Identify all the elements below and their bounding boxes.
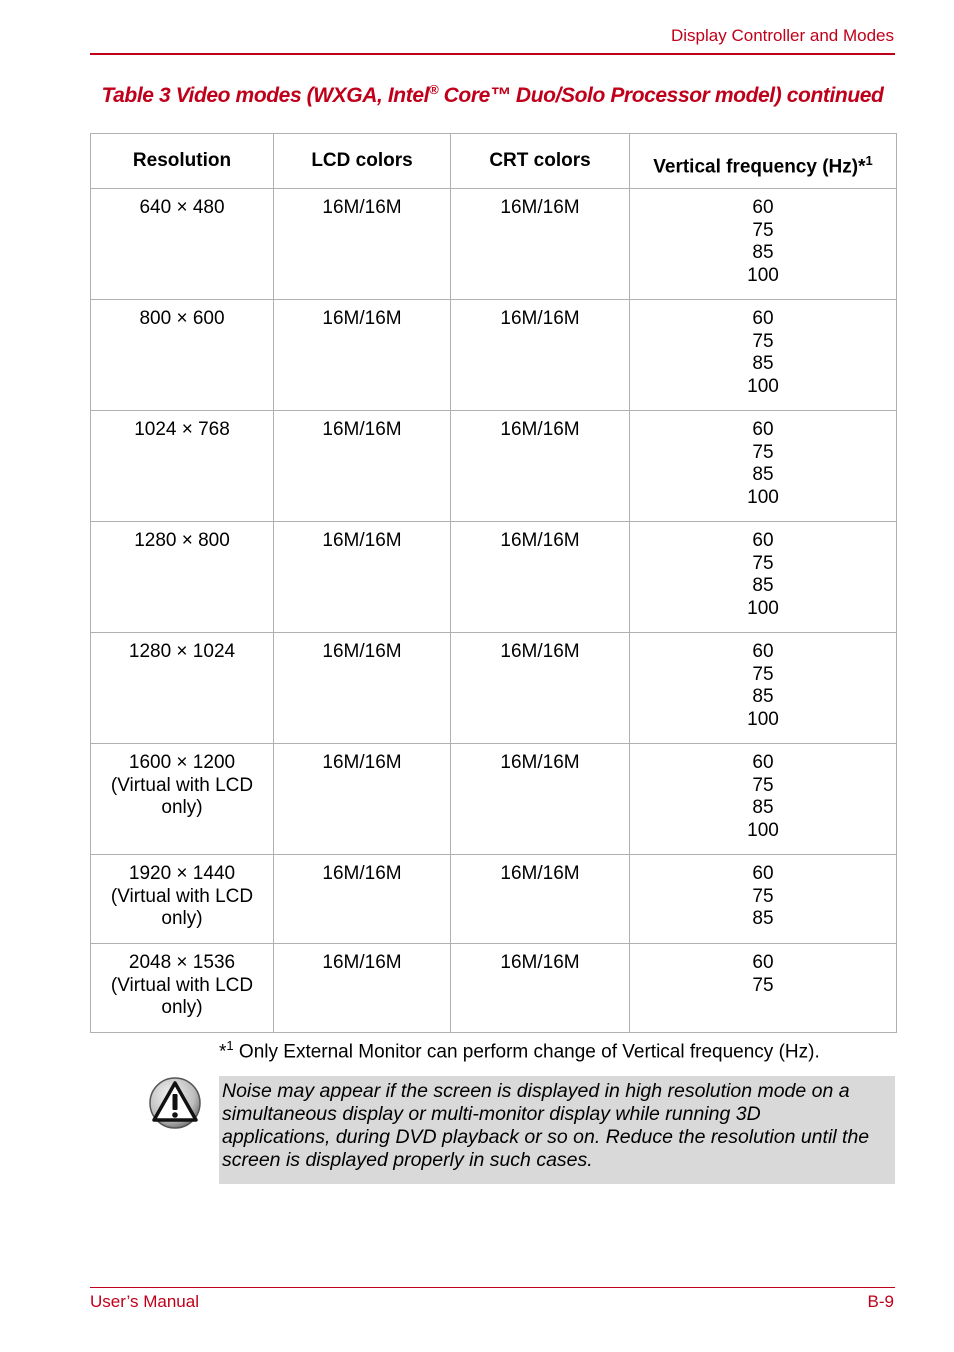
- cell-crt-colors: [451, 411, 630, 522]
- cell-vertical-frequency: [630, 744, 897, 855]
- cell-vertical-frequency-line: 100: [747, 486, 779, 508]
- cell-resolution-line: 1024 × 768: [134, 419, 230, 440]
- cell-resolution-line: 1280 × 1024: [128, 641, 236, 662]
- cell-crt-colors-line: 16M/16M: [500, 197, 580, 218]
- page-header-title: Display Controller and Modes: [671, 26, 894, 45]
- header-crt-label: CRT colors: [489, 149, 591, 171]
- cell-crt-colors-line: 16M/16M: [500, 419, 580, 440]
- cell-crt-colors: [451, 855, 630, 944]
- cell-lcd-colors-line: 16M/16M: [322, 308, 402, 329]
- cell-crt-colors-content: [451, 300, 629, 331]
- cell-resolution: [91, 522, 274, 633]
- note-text: [222, 1080, 891, 1172]
- footer-rule: [90, 1287, 895, 1288]
- cell-lcd-colors-content: [274, 522, 450, 553]
- cell-resolution-line: only): [161, 997, 203, 1018]
- cell-vertical-frequency-line: 75: [752, 441, 774, 463]
- note-box: [219, 1076, 895, 1184]
- cell-vertical-frequency-line: 100: [747, 819, 779, 841]
- warning-icon: [148, 1076, 202, 1130]
- cell-vertical-frequency-line: 60: [752, 530, 774, 551]
- caption-text-before: Table 3 Video modes (WXGA, Intel: [101, 84, 430, 107]
- cell-vertical-frequency-line: 100: [747, 597, 779, 619]
- cell-vertical-frequency-line: 60: [752, 952, 774, 973]
- cell-crt-colors-content: [451, 522, 629, 553]
- table-row: [91, 300, 897, 411]
- footer-page-number: B-9: [867, 1292, 894, 1311]
- cell-vertical-frequency-line: 100: [747, 708, 779, 730]
- cell-resolution: [91, 189, 274, 300]
- table-row: [91, 855, 897, 944]
- cell-lcd-colors: [274, 744, 451, 855]
- cell-resolution: [91, 300, 274, 411]
- table-row: [91, 522, 897, 633]
- table-row: [91, 411, 897, 522]
- cell-resolution: [91, 744, 274, 855]
- cell-vertical-frequency-line: 75: [752, 552, 774, 574]
- header-lcd-colors: [274, 134, 451, 189]
- cell-resolution-content: [91, 189, 273, 220]
- cell-vertical-frequency: [630, 633, 897, 744]
- table-row: [91, 189, 897, 300]
- cell-crt-colors-line: 16M/16M: [500, 752, 580, 773]
- cell-vertical-frequency-line: 100: [747, 375, 779, 397]
- note-line: simultaneous display or multi-monitor display while running 3D: [222, 1103, 761, 1125]
- cell-vertical-frequency-content: [630, 300, 896, 398]
- cell-crt-colors: [451, 522, 630, 633]
- cell-resolution-line: 1920 × 1440: [128, 863, 236, 884]
- cell-lcd-colors-content: [274, 300, 450, 331]
- table-header-row: [91, 134, 897, 189]
- cell-resolution-line: 1600 × 1200: [128, 752, 236, 773]
- cell-lcd-colors-line: 16M/16M: [322, 863, 402, 884]
- cell-lcd-colors: [274, 855, 451, 944]
- cell-crt-colors-line: 16M/16M: [500, 308, 580, 329]
- cell-resolution-line: only): [161, 797, 203, 818]
- cell-resolution-line: 1280 × 800: [134, 530, 230, 551]
- cell-resolution-line: 640 × 480: [139, 197, 225, 218]
- table-body: [91, 189, 897, 1033]
- cell-vertical-frequency: [630, 944, 897, 1033]
- cell-crt-colors: [451, 633, 630, 744]
- header-vfreq-label: Vertical frequency (Hz)*: [653, 155, 866, 177]
- cell-resolution-content: [91, 744, 273, 820]
- cell-lcd-colors-line: 16M/16M: [322, 197, 402, 218]
- header-resolution: [91, 134, 274, 189]
- cell-lcd-colors-content: [274, 855, 450, 886]
- header-lcd-label: LCD colors: [311, 149, 413, 171]
- cell-lcd-colors-content: [274, 744, 450, 775]
- note-line: screen is displayed properly in such cases.: [222, 1149, 593, 1171]
- cell-vertical-frequency-line: 85: [752, 575, 774, 596]
- footnote-text: Only External Monitor can perform change of Vertical frequency (Hz).: [233, 1041, 820, 1063]
- note-line: applications, during DVD playback or so on. Reduce the resolution until the: [222, 1126, 870, 1148]
- cell-lcd-colors-line: 16M/16M: [322, 641, 402, 662]
- cell-resolution-content: [91, 522, 273, 553]
- header-vertical-frequency: [630, 134, 897, 189]
- header-resolution-label: Resolution: [132, 149, 232, 171]
- cell-vertical-frequency-line: 85: [752, 242, 774, 263]
- cell-vertical-frequency-line: 60: [752, 197, 774, 218]
- cell-resolution-line: (Virtual with LCD: [110, 774, 254, 796]
- cell-vertical-frequency-line: 75: [752, 663, 774, 685]
- cell-crt-colors: [451, 300, 630, 411]
- cell-resolution-line: 800 × 600: [139, 308, 225, 329]
- cell-resolution: [91, 411, 274, 522]
- cell-resolution-content: [91, 300, 273, 331]
- cell-lcd-colors-line: 16M/16M: [322, 419, 402, 440]
- footer-manual-name: User’s Manual: [90, 1292, 199, 1311]
- header-crt-colors: [451, 134, 630, 189]
- header-vfreq-sup: 1: [865, 152, 873, 168]
- table-row: [91, 944, 897, 1033]
- cell-crt-colors: [451, 944, 630, 1033]
- cell-vertical-frequency: [630, 189, 897, 300]
- cell-lcd-colors: [274, 189, 451, 300]
- cell-lcd-colors: [274, 411, 451, 522]
- cell-resolution: [91, 633, 274, 744]
- caption-reg-mark: ®: [429, 82, 439, 97]
- cell-lcd-colors-content: [274, 411, 450, 442]
- cell-vertical-frequency: [630, 411, 897, 522]
- cell-vertical-frequency-content: [630, 189, 896, 287]
- cell-crt-colors-content: [451, 189, 629, 220]
- cell-resolution-line: (Virtual with LCD: [110, 885, 254, 907]
- cell-lcd-colors-content: [274, 189, 450, 220]
- cell-vertical-frequency-line: 75: [752, 885, 774, 907]
- cell-vertical-frequency-line: 75: [752, 774, 774, 796]
- cell-lcd-colors-content: [274, 633, 450, 664]
- cell-vertical-frequency-line: 75: [752, 219, 774, 241]
- cell-lcd-colors: [274, 633, 451, 744]
- video-modes-table: [90, 133, 897, 1033]
- cell-vertical-frequency-content: [630, 633, 896, 731]
- cell-lcd-colors-line: 16M/16M: [322, 952, 402, 973]
- cell-vertical-frequency-line: 100: [747, 264, 779, 286]
- table-row: [91, 744, 897, 855]
- cell-lcd-colors: [274, 300, 451, 411]
- cell-crt-colors-content: [451, 944, 629, 975]
- cell-resolution-content: [91, 411, 273, 442]
- cell-vertical-frequency-line: 60: [752, 308, 774, 329]
- cell-vertical-frequency-line: 60: [752, 641, 774, 662]
- cell-resolution-content: [91, 855, 273, 931]
- cell-resolution-line: (Virtual with LCD: [110, 974, 254, 996]
- cell-lcd-colors: [274, 522, 451, 633]
- cell-vertical-frequency: [630, 522, 897, 633]
- cell-lcd-colors: [274, 944, 451, 1033]
- cell-vertical-frequency: [630, 855, 897, 944]
- cell-crt-colors: [451, 744, 630, 855]
- cell-vertical-frequency-line: 75: [752, 974, 774, 996]
- cell-resolution: [91, 855, 274, 944]
- cell-vertical-frequency-line: 85: [752, 797, 774, 818]
- cell-crt-colors-content: [451, 855, 629, 886]
- cell-vertical-frequency-content: [630, 744, 896, 842]
- cell-resolution-content: [91, 633, 273, 664]
- cell-vertical-frequency-content: [630, 855, 896, 931]
- footnote: [219, 1038, 820, 1063]
- cell-vertical-frequency-content: [630, 411, 896, 509]
- cell-lcd-colors-line: 16M/16M: [322, 530, 402, 551]
- cell-crt-colors-line: 16M/16M: [500, 952, 580, 973]
- cell-vertical-frequency-line: 75: [752, 330, 774, 352]
- cell-resolution-content: [91, 944, 273, 1020]
- cell-vertical-frequency-line: 85: [752, 686, 774, 707]
- cell-vertical-frequency-line: 60: [752, 752, 774, 773]
- cell-lcd-colors-line: 16M/16M: [322, 752, 402, 773]
- cell-vertical-frequency-line: 60: [752, 419, 774, 440]
- cell-crt-colors-content: [451, 411, 629, 442]
- table-caption: [90, 82, 895, 108]
- cell-resolution-line: only): [161, 908, 203, 929]
- table-row: [91, 633, 897, 744]
- cell-vertical-frequency-line: 60: [752, 863, 774, 884]
- cell-crt-colors-content: [451, 744, 629, 775]
- note-line: Noise may appear if the screen is displayed in high resolution mode on a: [222, 1080, 850, 1102]
- cell-crt-colors-line: 16M/16M: [500, 863, 580, 884]
- caption-text-after: Core™ Duo/Solo Processor model) continued: [438, 84, 884, 107]
- cell-vertical-frequency: [630, 300, 897, 411]
- cell-vertical-frequency-content: [630, 944, 896, 997]
- cell-crt-colors: [451, 189, 630, 300]
- footnote-star: *: [219, 1041, 227, 1063]
- cell-resolution: [91, 944, 274, 1033]
- cell-resolution-line: 2048 × 1536: [128, 952, 236, 973]
- cell-crt-colors-content: [451, 633, 629, 664]
- cell-crt-colors-line: 16M/16M: [500, 641, 580, 662]
- header-rule: [90, 53, 895, 55]
- cell-vertical-frequency-content: [630, 522, 896, 620]
- cell-vertical-frequency-line: 85: [752, 464, 774, 485]
- footnote-sup: 1: [226, 1038, 234, 1053]
- cell-vertical-frequency-line: 85: [752, 908, 774, 929]
- cell-lcd-colors-content: [274, 944, 450, 975]
- cell-vertical-frequency-line: 85: [752, 353, 774, 374]
- cell-crt-colors-line: 16M/16M: [500, 530, 580, 551]
